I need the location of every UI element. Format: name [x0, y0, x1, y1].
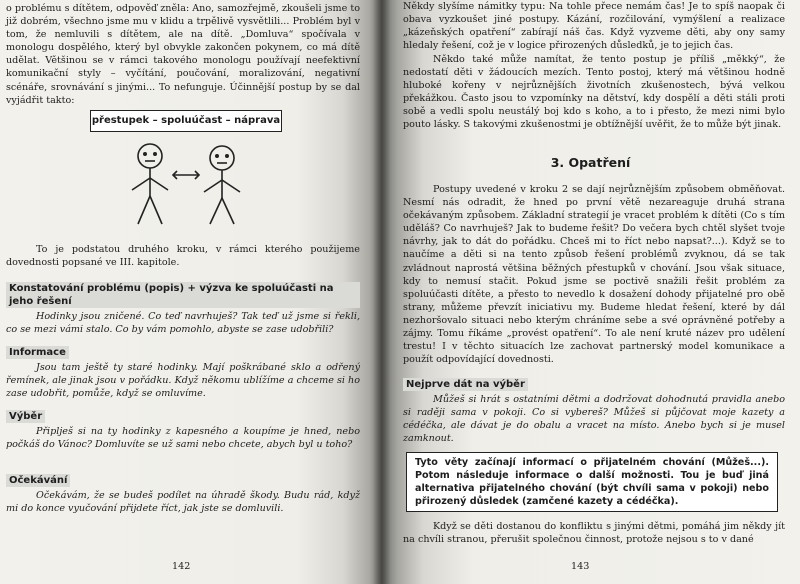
section-heading: Výběr [6, 410, 45, 423]
after-figure-paragraph: To je podstatou druhého kroku, v rámci kterého použijeme dovednosti popsané ve III. kapitole. [6, 244, 360, 269]
left-top-paragraph: o problému s dítětem, odpověď zněla: Ano, samozřejmě, zkoušeli jsme to již dobrém, všechno jsme mu v klidu a trpělivě vysvětlili... Problém byl v tom, že nemluvili s dítětem, ale na dítě. „Domluva“ spočívala v monologu dospělého, který byl obvykle zakončen pokynem, co má dítě udělat. Většinou se v rámci takového monologu používají neefektivní komunikační styly – vyčítání, poučování, moralizování, negativní scénáře, srovnávání s jinými... To nefunguje. Účinnější postup by se dal vyjádřit takto: [6, 3, 360, 106]
info-box: Tyto věty začínají informací o přijatelném chování (Můžeš...). Potom následuje informace o další možnosti. Tou je buď jiná alternativa přijatelného chování (být chvíli sama v pokoji) nebo přirozený důsledek (zamčené kazety a cédéčka). [406, 452, 778, 512]
formula-box: přestupek – spoluúčast – náprava [90, 110, 282, 132]
right-main-paragraph: Postupy uvedené v kroku 2 se dají nejrůznějším způsobem obměňovat. Nesmí nás odradit, že hned po první větě nezareaguje druhá strana očekávaným způsobem. Základní strategií je vracet problém k dítěti (Co s tím uděláš? Co navrhuješ? Jak to budeme řešit? Do večera bych chtěl slyšet tvoje návrhy, jak to dát do pořádku. Chceš mi to říct nebo napsat?...). Když se to naučíme a děti si na tento způsob řešení problémů zvyknou, dá se tak zvládnout naprostá většina běžných přestupků v chování. Jsou však situace, kdy to nemusí stačit. Pokud jsme se poctivě snažili řešit problém za spoluúčasti dítěte, a přesto to nevedlo k dosažení dohody přijatelné pro obě strany, můžeme převzít iniciativu my. Budeme hledat řešení, které by dál nezhoršovalo situaci nebo kterým chráníme sebe a své oprávněné potřeby a zájmy. Tomu říkáme „provést opatření“. To ale není kruté název pro udělení trestu! I v těchto situacích lze zachovat partnerský model komunikace a použít odpovídající dovednosti. [403, 184, 785, 366]
section-heading: Informace [6, 346, 69, 359]
section-heading: Konstatování problému (popis) + výzva ke spoluúčasti na jeho řešení [6, 282, 360, 308]
left-figure-head [138, 144, 162, 168]
section-choice-first: Nejprve dát na výběr Můžeš si hrát s ostatními dětmi a dodržovat dohodnutá pravidla anebo si raději sama v pokoji. Co si vybereš? Můžeš si půjčovat moje kazety a cédéčka, ale dávat je do obalu a vracet na místo. Anebo bych si je musel zamknout. [403, 379, 785, 445]
right-bottom-paragraph: Když se děti dostanou do konfliktu s jinými dětmi, pomáhá jim někdy jít na chvíli stranou, přerušit společnou činnost, protože nejsou s to v dané [403, 521, 785, 546]
right-figure-head [210, 146, 234, 170]
section-heading: Očekávání [6, 474, 70, 487]
left-page [0, 0, 381, 584]
section-expectation: Očekávání Očekávám, že se budeš podílet na úhradě škody. Budu rád, když mi do konce vyučování přijdete říct, jak jste se domluvili. [6, 475, 360, 515]
right-page [381, 0, 800, 584]
two-figures-illustration [110, 138, 260, 230]
section-heading: Nejprve dát na výběr [403, 378, 528, 391]
right-top-paragraph: Někdy slyšíme námitky typu: Na tohle přece nemám čas! Je to spíš naopak či obava vyzkoušet jiné postupy. Kázání, rozčilování, vymýšlení a realizace „kázeňských opatření“ zabírají náš čas. Když vyzveme děti, aby ony samy hledaly řešení, což je v logice přirozených důsledků, je to jejich čas. [403, 1, 785, 52]
section-title: 3. Opatření [550, 155, 631, 170]
right-second-paragraph: Někdo také může namítat, že tento postup je příliš „měkký“, že nedostatí děti v žádoucích mezích. Tento postoj, který má většinou hodně hluboké kořeny v nejrůznějších životních zkušenostech, bývá velkou překážkou. Často jsou to vzpomínky na dětství, kdy dospělí a děti stáli proti sobě a vedli spolu neustálý boj kdo s koho, a to i přesto, že mezi nimi bylo pouto lásky. S takovými zkušenostmi je obtížnější uvěřit, že to může být jinak. [403, 54, 785, 131]
section-problem: Konstatování problému (popis) + výzva ke spoluúčasti na jeho řešení Hodinky jsou zničené. Co teď navrhuješ? Tak teď už jsme si řekli, co se mezi vámi stalo. Co by vám pomohlo, abyste se zase udobřili? [6, 283, 360, 336]
page-number-right: 143 [571, 561, 590, 572]
book-gutter-shadow [373, 0, 391, 584]
page-number-left: 142 [172, 561, 191, 572]
section-information: Informace Jsou tam ještě ty staré hodinky. Mají poškrábané sklo a odřený řemínek, ale jinak jsou v pořádku. Když někomu ublížíme a chceme si ho zase udobřit, pomůže, když se omluvíme. [6, 347, 360, 400]
section-choice: Výběr Připlješ si na ty hodinky z kapesného a koupíme je hned, nebo počkáš do Vánoc? Domluvíte se už sami nebo chcete, abych byl u toho? [6, 411, 360, 451]
